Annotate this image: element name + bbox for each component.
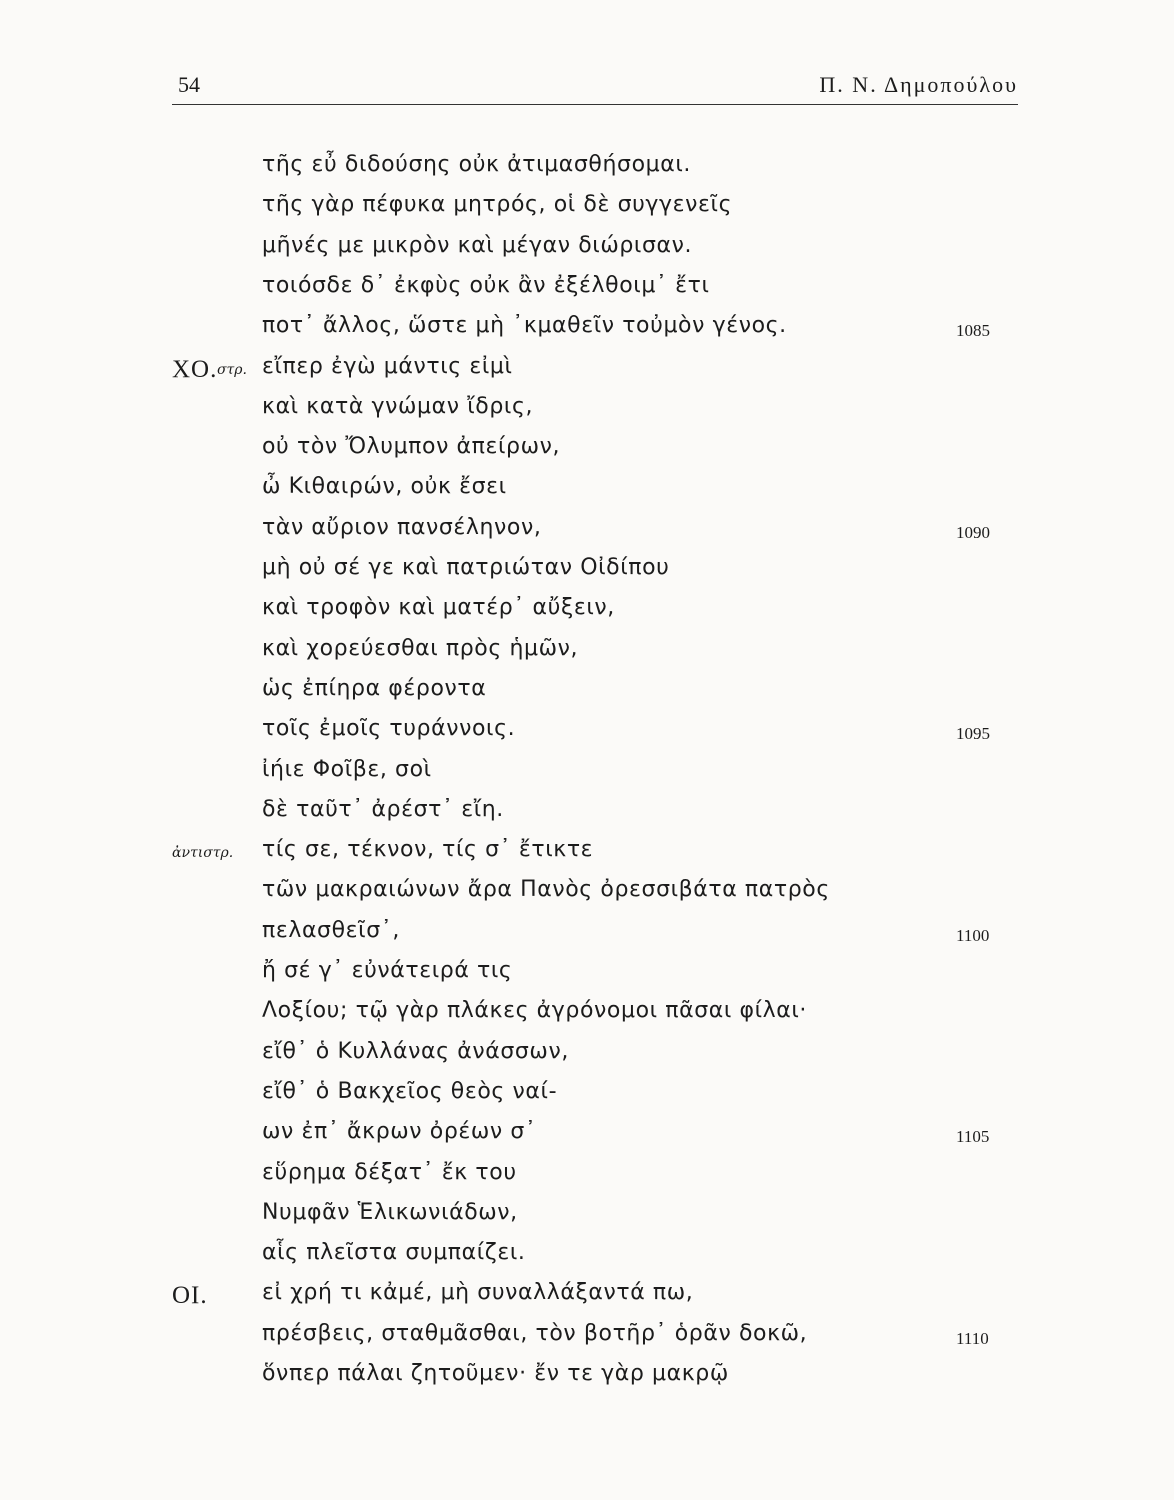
verse-line [0, 716, 1174, 750]
verse-line [0, 998, 1174, 1032]
verse-line [0, 757, 1174, 791]
verse-text: μῆνές με μικρὸν καὶ μέγαν διώρισαν. [262, 232, 693, 258]
verse-text: μὴ οὐ σέ γε καὶ πατριώταν Οἰδίπου [262, 555, 670, 580]
verse-line [0, 555, 1174, 589]
page-number: 54 [178, 72, 200, 97]
strophe-marker: ἀντιστρ. [172, 845, 234, 862]
line-number: 1100 [956, 925, 990, 945]
verse-text: ων ἐπ᾽ ἄκρων ὀρέων σ᾽ [262, 1119, 537, 1145]
verse-line [0, 1240, 1174, 1274]
verse-text: δὲ ταῦτ᾽ ἀρέστ᾽ εἴη. [262, 796, 504, 822]
verse-line [0, 394, 1174, 428]
verse-text: ἰήιε Φοῖβε, σοὶ [262, 756, 432, 782]
line-number: 1085 [956, 321, 990, 341]
verse-line [0, 797, 1174, 831]
verse-text: εὕρημα δέξατ᾽ ἔκ του [262, 1159, 517, 1185]
verse-text: Λοξίου; τῷ γὰρ πλάκες ἀγρόνομοι πᾶσαι φίλαι· [262, 998, 808, 1024]
verse-line [0, 354, 1174, 388]
verse-line [0, 1200, 1174, 1234]
verse-line [0, 595, 1174, 629]
verse-line [0, 273, 1174, 307]
verse-line [0, 877, 1174, 911]
verse-text: τῆς γὰρ πέφυκα μητρός, οἱ δὲ συγγενεῖς [262, 192, 733, 218]
verse-line [0, 1039, 1174, 1073]
verse-text: τῆς εὖ διδούσης οὐκ ἀτιμασθήσομαι. [262, 152, 691, 177]
verse-text: Νυμφᾶν Ἑλικωνιάδων, [262, 1199, 518, 1225]
verse-line [0, 1119, 1174, 1153]
verse-text: τὰν αὔριον πανσέληνον, [262, 514, 542, 540]
verse-text: καὶ τροφὸν καὶ ματέρ᾽ αὔξειν, [262, 595, 615, 621]
verse-line [0, 676, 1174, 710]
verse-text: πρέσβεις, σταθμᾶσθαι, τὸν βοτῆρ᾽ ὁρᾶν δοκῶ, [262, 1320, 808, 1346]
verse-text: ἤ σέ γ᾽ εὐνάτειρά τις [262, 958, 513, 983]
verse-text: ὦ Κιθαιρών, οὐκ ἔσει [262, 474, 507, 500]
verse-text: πελασθεῖσ᾽, [262, 917, 400, 943]
verse-line [0, 152, 1174, 186]
verse-line [0, 918, 1174, 952]
verse-line [0, 313, 1174, 347]
verse-text: αἷς πλεῖστα συμπαίζει. [262, 1240, 526, 1266]
line-number: 1110 [956, 1328, 989, 1348]
line-number: 1105 [956, 1127, 990, 1147]
verse-text: εἴθ᾽ ὁ Κυλλάνας ἀνάσσων, [262, 1038, 569, 1064]
running-head: Π. Ν. Δημοπούλου [819, 72, 1018, 97]
verse-text: καὶ χορεύεσθαι πρὸς ἡμῶν, [262, 635, 579, 661]
speaker-label: ΧΟ. [172, 355, 218, 383]
verse-line [0, 1361, 1174, 1395]
verse-line [0, 192, 1174, 226]
strophe-marker: στρ. [217, 361, 247, 378]
verse-line [0, 474, 1174, 508]
verse-text: οὐ τὸν Ὄλυμπον ἀπείρων, [262, 434, 561, 460]
verse-text: εἰ χρή τι κἀμέ, μὴ συναλλάξαντά πω, [262, 1280, 694, 1306]
verse-text: ὡς ἐπίηρα φέροντα [262, 675, 487, 701]
verse-text: εἴπερ ἐγὼ μάντις εἰμὶ [262, 353, 513, 379]
verse-line [0, 233, 1174, 267]
verse-text: τοῖς ἐμοῖς τυράννοις. [262, 716, 516, 742]
page-header [172, 70, 1018, 100]
line-number: 1095 [956, 724, 990, 744]
verse-text: ποτ᾽ ἄλλος, ὥστε μὴ ᾽κμαθεῖν τοὐμὸν γένος. [262, 313, 787, 339]
verse-line [0, 1280, 1174, 1314]
verse-text: τῶν μακραιώνων ἄρα Πανὸς ὀρεσσιβάτα πατρὸς [262, 877, 830, 903]
header-rule [172, 104, 1018, 105]
verse-line [0, 1079, 1174, 1113]
verse-line [0, 515, 1174, 549]
verse-line [0, 434, 1174, 468]
line-number: 1090 [956, 522, 990, 542]
verse-line [0, 1321, 1174, 1355]
verse-line [0, 1160, 1174, 1194]
verse-line [0, 636, 1174, 670]
verse-text: καὶ κατὰ γνώμαν ἴδρις, [262, 393, 534, 419]
verse-text: τοιόσδε δ᾽ ἐκφὺς οὐκ ἂν ἐξέλθοιμ᾽ ἔτι [262, 272, 710, 298]
speaker-label: ΟΙ. [172, 1282, 208, 1310]
verse-text: τίς σε, τέκνον, τίς σ᾽ ἔτικτε [262, 837, 594, 863]
verse-text: ὅνπερ πάλαι ζητοῦμεν· ἔν τε γὰρ μακρῷ [262, 1361, 729, 1386]
verse-line [0, 958, 1174, 992]
verse-text: εἴθ᾽ ὁ Βακχεῖος θεὸς ναί- [262, 1078, 558, 1104]
verse-line [0, 837, 1174, 871]
